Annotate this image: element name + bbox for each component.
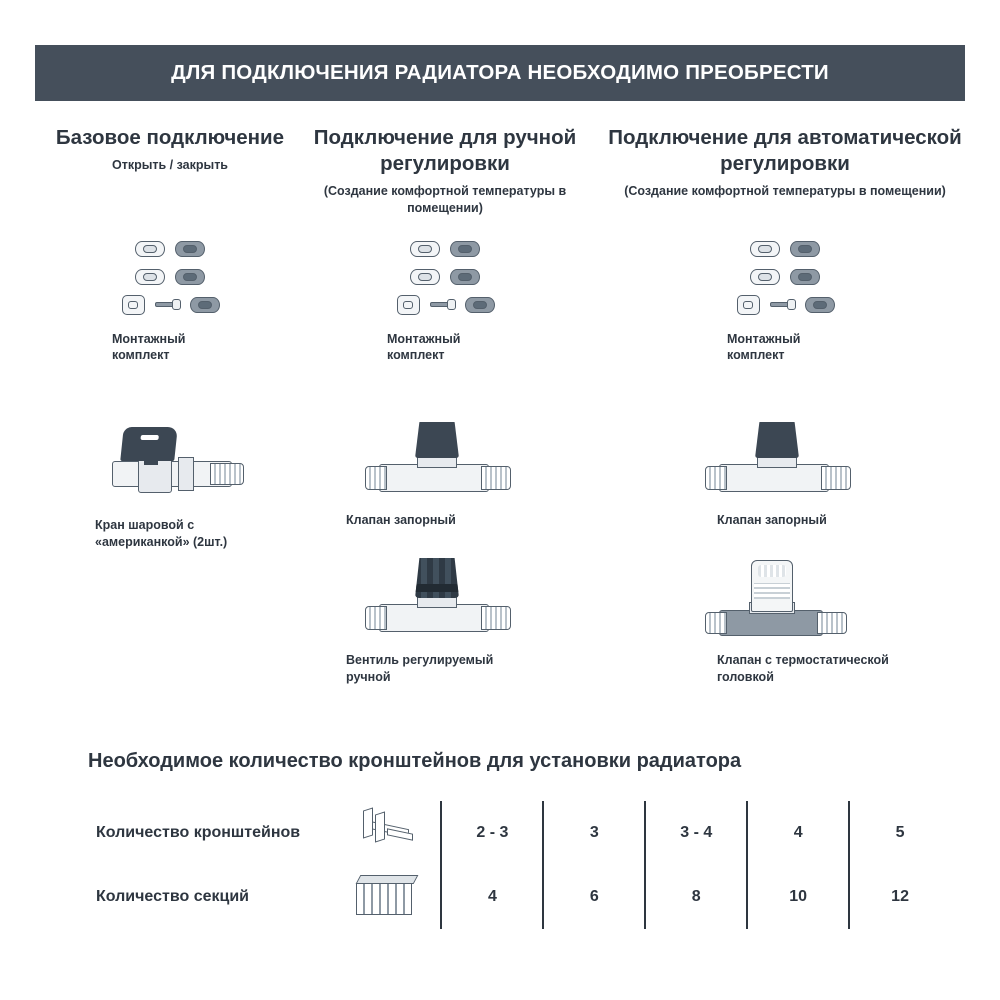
- column-title: Базовое подключение: [55, 126, 285, 149]
- table-row: [88, 865, 950, 929]
- shutoff-valve-icon: [695, 410, 875, 506]
- shutoff-valve-icon: [355, 410, 535, 506]
- bracket-icon: [359, 809, 415, 853]
- mounting-kit-caption: Монтажный комплект: [727, 332, 801, 363]
- table-cell: 3 - 4: [645, 801, 747, 865]
- row-icon-cell: [334, 865, 441, 929]
- nut-icon: [790, 266, 820, 288]
- header-banner: [35, 45, 965, 101]
- product-thermostatic-valve: [605, 550, 965, 685]
- product-caption: Клапан запорный: [346, 513, 456, 527]
- product-manual-valve: [300, 550, 590, 685]
- nut-icon: [135, 266, 165, 288]
- row-icon-cell: [334, 801, 441, 865]
- radiator-icon: [356, 873, 418, 917]
- thermostatic-valve-icon: [695, 550, 875, 646]
- nut-icon: [450, 266, 480, 288]
- table-cell: 10: [747, 865, 849, 929]
- column-basic-connection: [45, 125, 295, 549]
- table-cell: 2 - 3: [441, 801, 543, 865]
- nut-icon: [175, 266, 205, 288]
- nut-icon: [465, 294, 493, 316]
- column-subtitle: (Создание комфортной температуры в помещении): [323, 184, 567, 215]
- wrench-icon: [155, 299, 180, 311]
- table-cell: 6: [543, 865, 645, 929]
- table-title: Необходимое количество кронштейнов для установки радиатора: [88, 750, 742, 772]
- mounting-kit-caption: Монтажный комплект: [387, 332, 461, 363]
- mounting-kit-caption: Монтажный комплект: [112, 332, 186, 363]
- nut-icon: [790, 238, 820, 260]
- nut-icon: [450, 238, 480, 260]
- table-cell: 4: [747, 801, 849, 865]
- table-cell: 3: [543, 801, 645, 865]
- table-row: [88, 801, 950, 865]
- wrench-icon: [430, 299, 455, 311]
- table-cell: 4: [441, 865, 543, 929]
- nut-icon: [750, 238, 780, 260]
- wrench-icon: [770, 299, 795, 311]
- mounting-kit-group: [605, 235, 965, 364]
- brackets-table-section: [70, 750, 950, 929]
- product-caption: Кран шаровой с «американкой» (2шт.): [95, 518, 228, 549]
- ball-valve-icon: [80, 415, 260, 511]
- row-label: Количество кронштейнов: [96, 824, 301, 841]
- nut-icon: [750, 266, 780, 288]
- plug-icon: [397, 295, 420, 315]
- brackets-table: [88, 801, 950, 929]
- nut-icon: [190, 294, 218, 316]
- mounting-kit-group: [300, 235, 590, 364]
- mounting-kit-group: [45, 235, 295, 364]
- table-cell: 8: [645, 865, 747, 929]
- nut-icon: [175, 238, 205, 260]
- product-ball-valve: [45, 415, 295, 550]
- mounting-kit-icon: [397, 235, 493, 321]
- table-cell: 5: [895, 824, 905, 841]
- nut-icon: [410, 266, 440, 288]
- nut-icon: [135, 238, 165, 260]
- product-caption: Вентиль регулируемый ручной: [346, 653, 494, 684]
- product-caption: Клапан с термостатической головкой: [717, 653, 889, 684]
- column-manual-regulation: [300, 125, 590, 684]
- nut-icon: [805, 294, 833, 316]
- column-title: Подключение для автоматической регулировки: [608, 126, 962, 176]
- nut-icon: [410, 238, 440, 260]
- plug-icon: [737, 295, 760, 315]
- product-caption: Клапан запорный: [717, 513, 827, 527]
- plug-icon: [122, 295, 145, 315]
- connection-options: [35, 125, 965, 740]
- column-title: Подключение для ручной регулировки: [313, 126, 577, 176]
- manual-valve-icon: [355, 550, 535, 646]
- row-label: Количество секций: [96, 888, 250, 905]
- mounting-kit-icon: [737, 235, 833, 321]
- column-subtitle: (Создание комфортной температуры в помещении): [624, 184, 946, 199]
- mounting-kit-icon: [122, 235, 218, 321]
- page-title: ДЛЯ ПОДКЛЮЧЕНИЯ РАДИАТОРА НЕОБХОДИМО ПРЕОБРЕСТИ: [171, 61, 829, 84]
- column-automatic-regulation: [605, 125, 965, 684]
- column-subtitle: Открыть / закрыть: [111, 158, 228, 173]
- product-shutoff-valve: [300, 410, 590, 529]
- table-cell: 12: [891, 888, 909, 905]
- product-shutoff-valve: [605, 410, 965, 529]
